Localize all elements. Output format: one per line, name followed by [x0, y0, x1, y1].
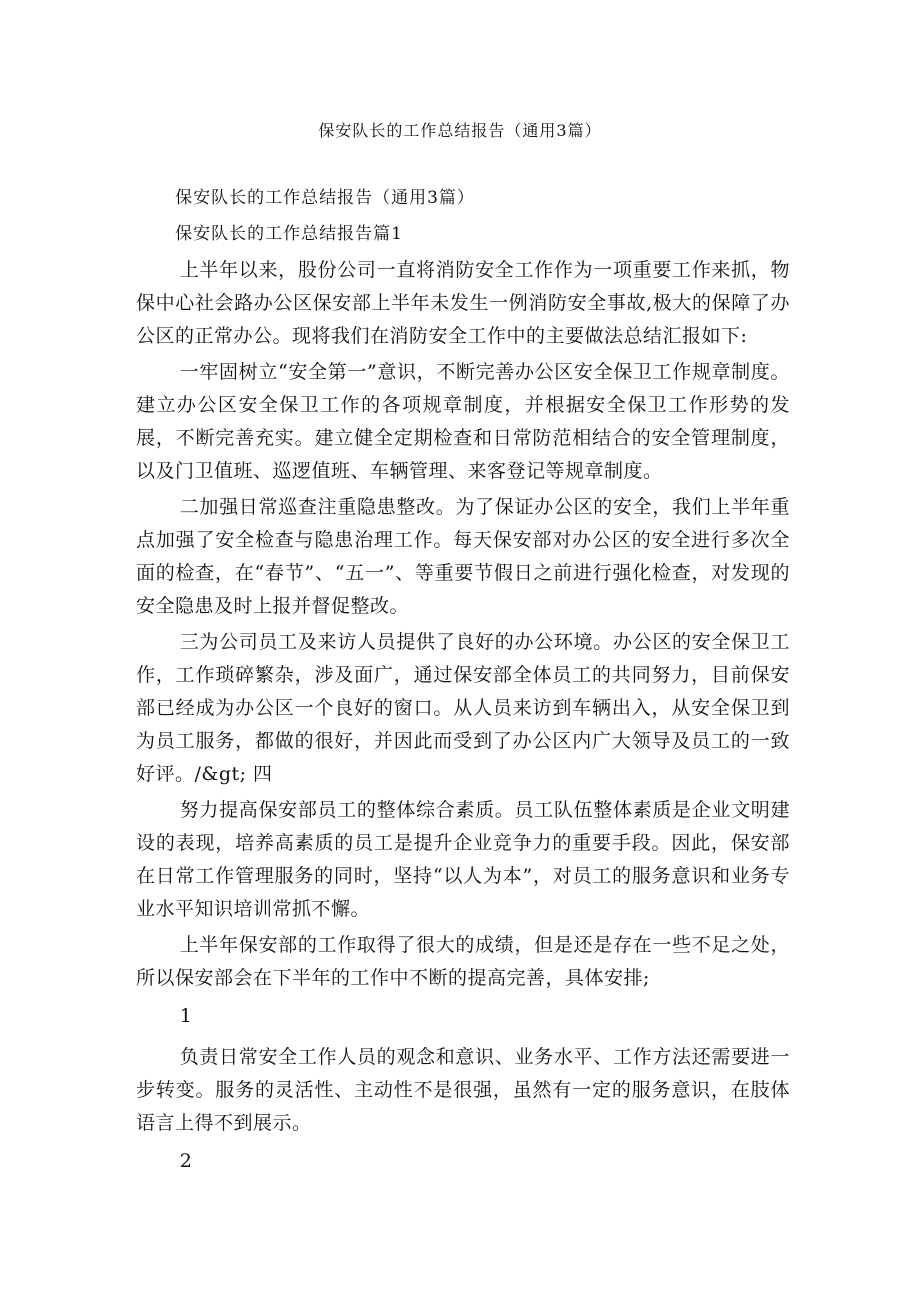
paragraph: 三为公司员工及来访人员提供了良好的办公环境。办公区的安全保卫工作，工作琐碎繁杂，涉及面广，通过保安部全体员工的共同努力，目前保安部已经成为办公区一个良好的窗口。从人员来访到车辆出入，从安全保卫到为员工服务，都做的很好，并因此而受到了办公区内广大领导及员工的一致好评。/&gt; 四	[136, 631, 790, 785]
paragraph: 上半年以来，股份公司一直将消防安全工作作为一项重要工作来抓，物保中心社会路办公区保安部上半年未发生一例消防安全事故,极大的保障了办公区的正常办公。现将我们在消防安全工作中的主要做法总结汇报如下:	[136, 259, 790, 347]
list-number: 1	[179, 1005, 193, 1027]
document-body	[136, 182, 790, 1186]
document-title: 保安队长的工作总结报告（通用3篇）	[318, 121, 602, 140]
paragraph: 努力提高保安部员工的整体综合素质。员工队伍整体素质是企业文明建设的表现，培养高素质的员工是提升企业竞争力的重要手段。因此，保安部在日常工作管理服务的同时，坚持“以人为本”，对员工的服务意识和业务专业水平知识培训常抓不懈。	[136, 799, 790, 920]
paragraph: 一牢固树立“安全第一”意识，不断完善办公区安全保卫工作规章制度。建立办公区安全保卫工作的各项规章制度，并根据安全保卫工作形势的发展，不断完善充实。建立健全定期检查和日常防范相结合的安全管理制度，以及门卫值班、巡逻值班、车辆管理、来客登记等规章制度。	[136, 361, 790, 482]
paragraph-section-heading: 保安队长的工作总结报告篇1	[175, 224, 403, 244]
paragraph: 负责日常安全工作人员的观念和意识、业务水平、工作方法还需要进一步转变。服务的灵活性、主动性不是很强，虽然有一定的服务意识，在肢体语言上得不到展示。	[136, 1046, 790, 1134]
paragraph-subtitle: 保安队长的工作总结报告（通用3篇）	[175, 188, 475, 208]
paragraph: 二加强日常巡查注重隐患整改。为了保证办公区的安全，我们上半年重点加强了安全检查与隐患治理工作。每天保安部对办公区的安全进行多次全面的检查，在“春节”、“五一”、等重要节假日之前进行强化检查，对发现的安全隐患及时上报并督促整改。	[136, 496, 790, 617]
list-number: 2	[179, 1150, 193, 1172]
paragraph: 上半年保安部的工作取得了很大的成绩，但是还是存在一些不足之处，所以保安部会在下半年的工作中不断的提高完善，具体安排;	[136, 934, 790, 989]
